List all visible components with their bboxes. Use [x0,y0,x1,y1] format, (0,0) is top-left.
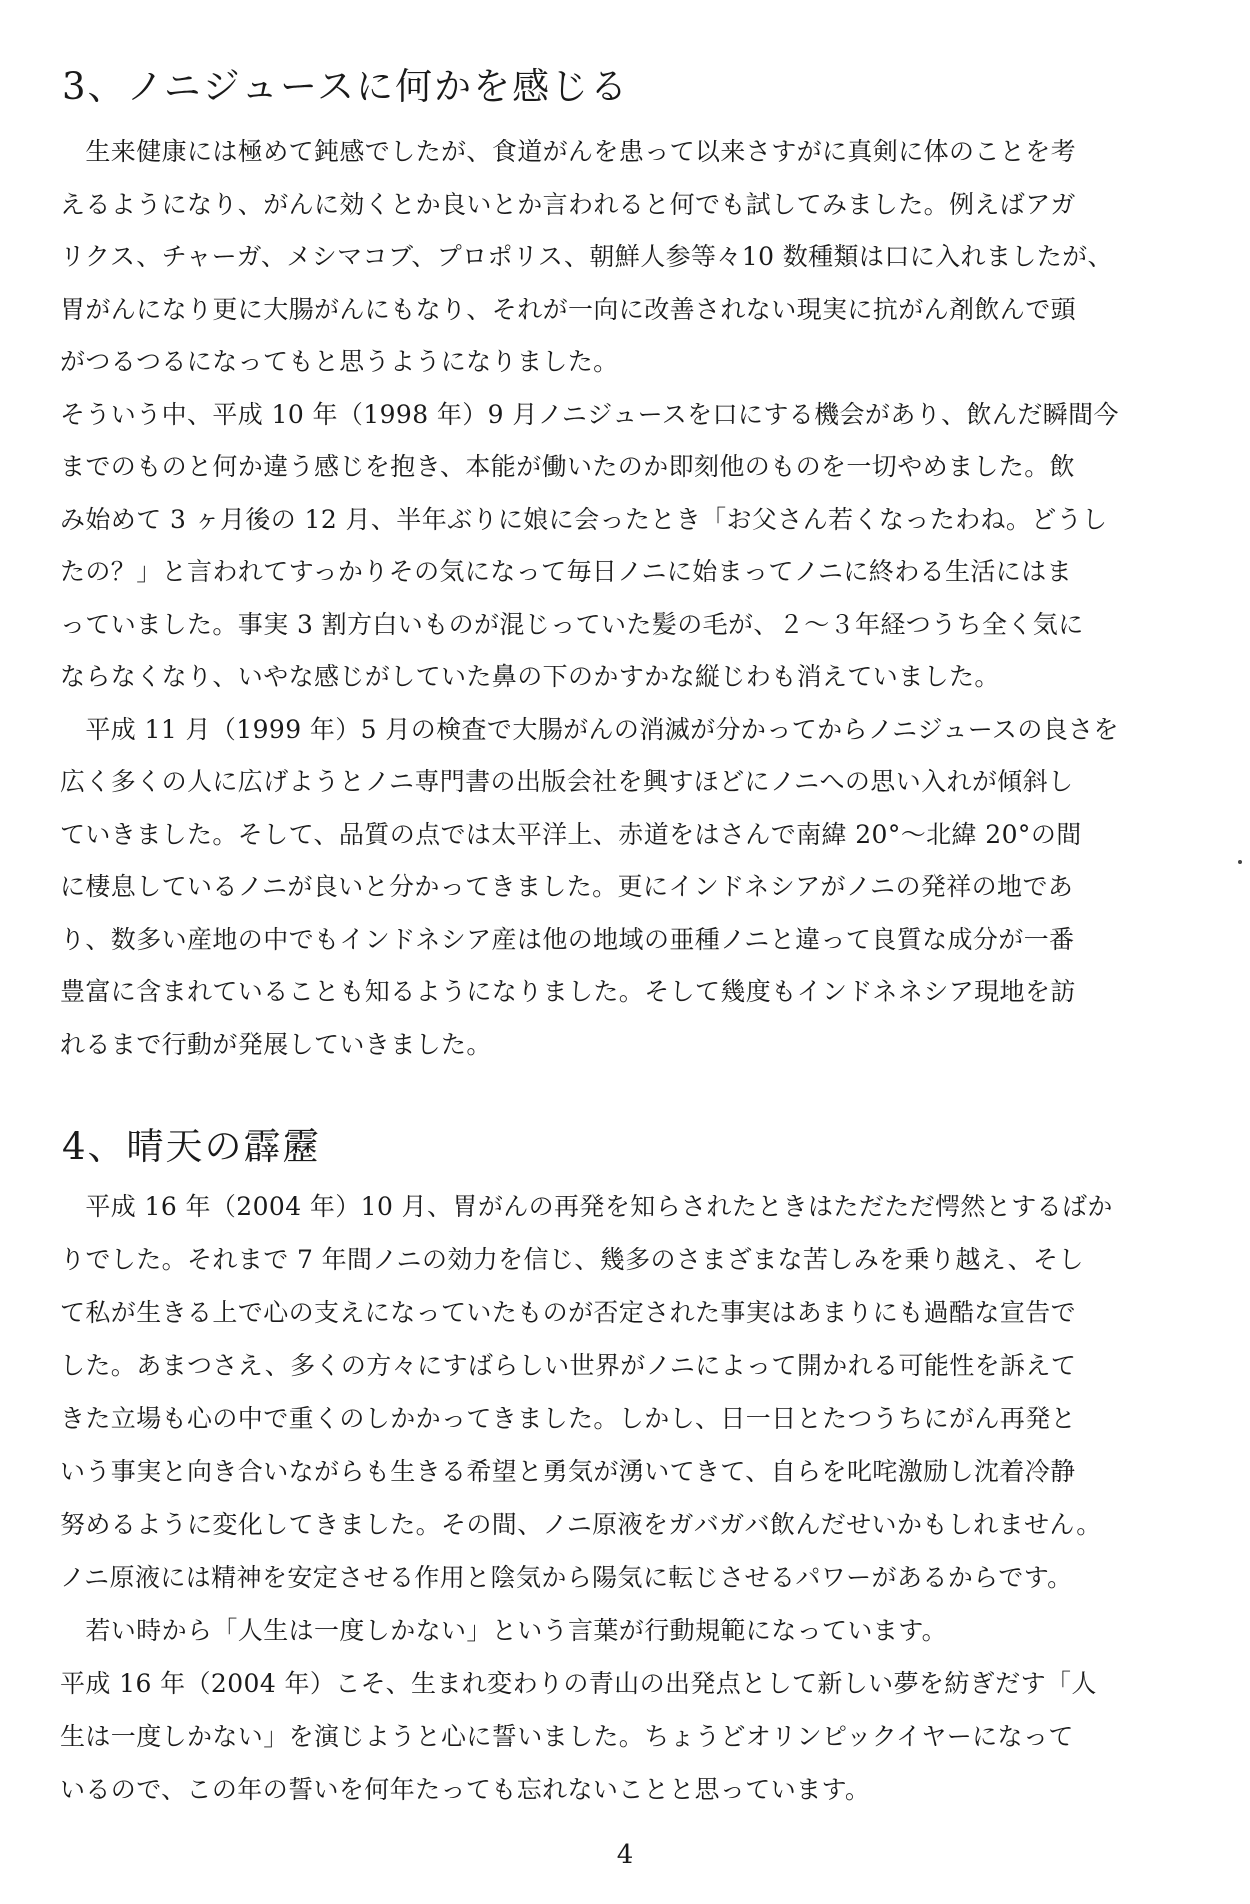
text-line: した。あまつさえ、多くの方々にすばらしい世界がノニによって開かれる可能性を訴えて [60,1351,1077,1380]
section-3-body [60,126,1190,1071]
text-line: ならなくなり、いやな感じがしていた鼻の下のかすかな縦じわも消えていました。 [60,662,1000,691]
text-line: えるようになり、がんに効くとか良いとか言われると何でも試してみました。例えばアガ [60,189,1076,219]
text-line: ノニ原液には精神を安定させる作用と陰気から陽気に転じさせるパワーがあるからです。 [60,1563,1073,1592]
text-line: いう事実と向き合いながらも生きる希望と勇気が湧いてきて、自らを叱咤激励し沈着冷静 [60,1457,1076,1486]
text-line: 生は一度しかない」を演じようと心に誓いました。ちょうどオリンピックイヤーになって [60,1722,1074,1751]
margin-dot [1238,860,1242,864]
text-line: っていました。事実 3 割方白いものが混じっていた髪の毛が、２～３年経つうち全く気に [60,609,1084,639]
text-line: 平成 16 年（2004 年）10 月、胃がんの再発を知らされたときはただただ愕然とするばか [60,1192,1113,1221]
text-line: きた立場も心の中で重くのしかかってきました。しかし、日一日とたつうちにがん再発と [60,1404,1077,1433]
text-line: りでした。それまで 7 年間ノニの効力を信じ、幾多のさまざまな苦しみを乗り越え、そし [60,1245,1084,1274]
text-line: いるので、この年の誓いを何年たっても忘れないことと思っています。 [60,1775,871,1804]
text-line: れるまで行動が発展していきました。 [60,1029,492,1059]
text-line: 豊富に含まれていることも知るようになりました。そして幾度もインドネネシア現地を訪 [60,977,1076,1006]
text-line: に棲息しているノニが良いと分かってきました。更にインドネシアがノニの発祥の地であ [60,872,1074,901]
text-line: て私が生きる上で心の支えになっていたものが否定された事実はあまりにも過酷な宣告で [60,1298,1077,1327]
text-line: そういう中、平成 10 年（1998 年）9 月ノニジュースを口にする機会があり、飲んだ瞬間今 [60,399,1119,429]
text-line: 若い時から「人生は一度しかない」という言葉が行動規範になっています。 [60,1616,948,1645]
text-line: 平成 16 年（2004 年）こそ、生まれ変わりの青山の出発点として新しい夢を紡ぎだす「人 [60,1669,1097,1698]
text-line: 努めるように変化してきました。その間、ノニ原液をガバガバ飲んだせいかもしれません。 [60,1510,1102,1539]
section-3-title: 3、ノニジュースに何かを感じる [62,65,630,108]
text-line: 胃がんになり更に大腸がんにもなり、それが一向に改善されない現実に抗がん剤飲んで頭 [60,294,1077,324]
text-line: 広く多くの人に広げようとノニ専門書の出版会社を興すほどにノニへの思い入れが傾斜し [60,767,1074,796]
text-line: ていきました。そして、品質の点では太平洋上、赤道をはさんで南緯 20°～北緯 20°の間 [60,819,1082,849]
section-4-body [60,1180,1190,1816]
section-4-title: 4、晴天の霹靂 [62,1125,322,1168]
page-number: 4 [616,1840,634,1870]
text-line: り、数多い産地の中でもインドネシア産は他の地域の亜種ノニと違って良質な成分が一番 [60,924,1075,954]
text-line: までのものと何か違う感じを抱き、本能が働いたのか即刻他のものを一切やめました。飲 [60,452,1076,481]
text-line: たの？」と言われてすっかりその気になって毎日ノニに始まってノニに終わる生活にはま [60,557,1073,586]
text-line: リクス、チャーガ、メシマコブ、プロポリス、朝鮮人参等々10 数種類は口に入れましたが、 [60,242,1113,271]
text-line: 平成 11 月（1999 年）5 月の検査で大腸がんの消滅が分かってからノニジュースの良さを [60,714,1119,744]
text-line: 生来健康には極めて鈍感でしたが、食道がんを患って以来さすがに真剣に体のことを考 [60,137,1077,166]
text-line: み始めて 3 ヶ月後の 12 月、半年ぶりに娘に会ったとき「お父さん若くなったわね。どうし [60,504,1108,534]
text-line: がつるつるになってもと思うようになりました。 [60,347,619,376]
